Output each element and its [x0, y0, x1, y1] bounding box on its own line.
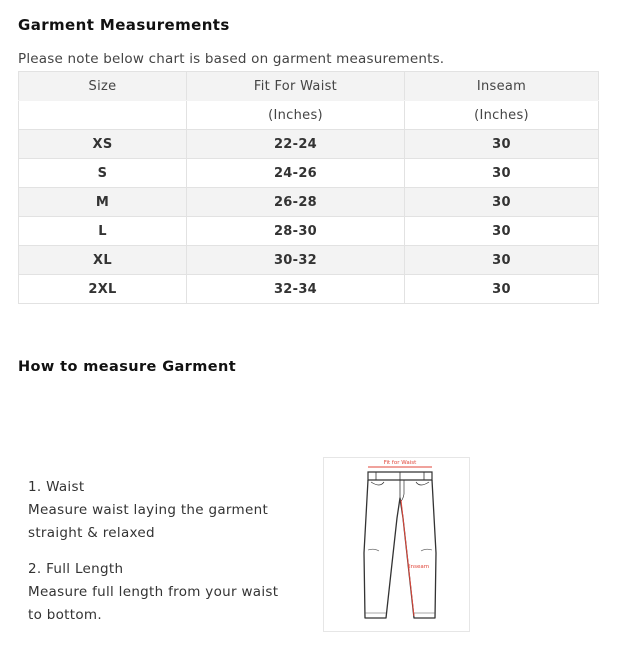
waist-label: Fit for Waist — [383, 460, 417, 466]
cell-waist: 28-30 — [187, 217, 405, 246]
step-length-line2: to bottom. — [28, 607, 102, 623]
cell-size: M — [19, 188, 187, 217]
cell-size: XS — [19, 130, 187, 159]
table-units-row — [19, 101, 599, 130]
size-chart-table — [18, 71, 599, 304]
cell-size: L — [19, 217, 187, 246]
table-row — [19, 246, 599, 275]
cell-size: S — [19, 159, 187, 188]
cell-waist: 22-24 — [187, 130, 405, 159]
cell-waist: 32-34 — [187, 275, 405, 304]
chart-note: Please note below chart is based on garment measurements. — [18, 51, 445, 67]
units-size — [19, 101, 187, 130]
cell-inseam: 30 — [405, 188, 599, 217]
cell-inseam: 30 — [405, 159, 599, 188]
header-inseam: Inseam — [405, 72, 599, 101]
step-length-heading: 2. Full Length — [28, 561, 124, 577]
cell-inseam: 30 — [405, 246, 599, 275]
cell-inseam: 30 — [405, 130, 599, 159]
cell-waist: 24-26 — [187, 159, 405, 188]
table-row — [19, 159, 599, 188]
how-to-measure-title: How to measure Garment — [18, 359, 237, 375]
step-waist-heading: 1. Waist — [28, 479, 85, 495]
table-header-row — [19, 72, 599, 101]
cell-size: 2XL — [19, 275, 187, 304]
header-fit-for-waist: Fit For Waist — [187, 72, 405, 101]
cell-inseam: 30 — [405, 275, 599, 304]
table-row — [19, 130, 599, 159]
cell-waist: 26-28 — [187, 188, 405, 217]
cell-size: XL — [19, 246, 187, 275]
header-size: Size — [19, 72, 187, 101]
units-inseam: (Inches) — [405, 101, 599, 130]
cell-inseam: 30 — [405, 217, 599, 246]
step-waist-line2: straight & relaxed — [28, 525, 155, 541]
table-row — [19, 275, 599, 304]
jeans-diagram-icon — [324, 458, 469, 631]
measure-steps — [28, 476, 318, 627]
table-row — [19, 188, 599, 217]
units-fit-for-waist: (Inches) — [187, 101, 405, 130]
cell-waist: 30-32 — [187, 246, 405, 275]
inseam-label: Inseam — [409, 564, 430, 570]
page-title: Garment Measurements — [18, 16, 230, 34]
table-row — [19, 217, 599, 246]
jeans-diagram — [323, 457, 470, 632]
step-waist-line1: Measure waist laying the garment — [28, 502, 269, 518]
step-length-line1: Measure full length from your waist — [28, 584, 279, 600]
inseam-measure-line — [401, 500, 414, 616]
